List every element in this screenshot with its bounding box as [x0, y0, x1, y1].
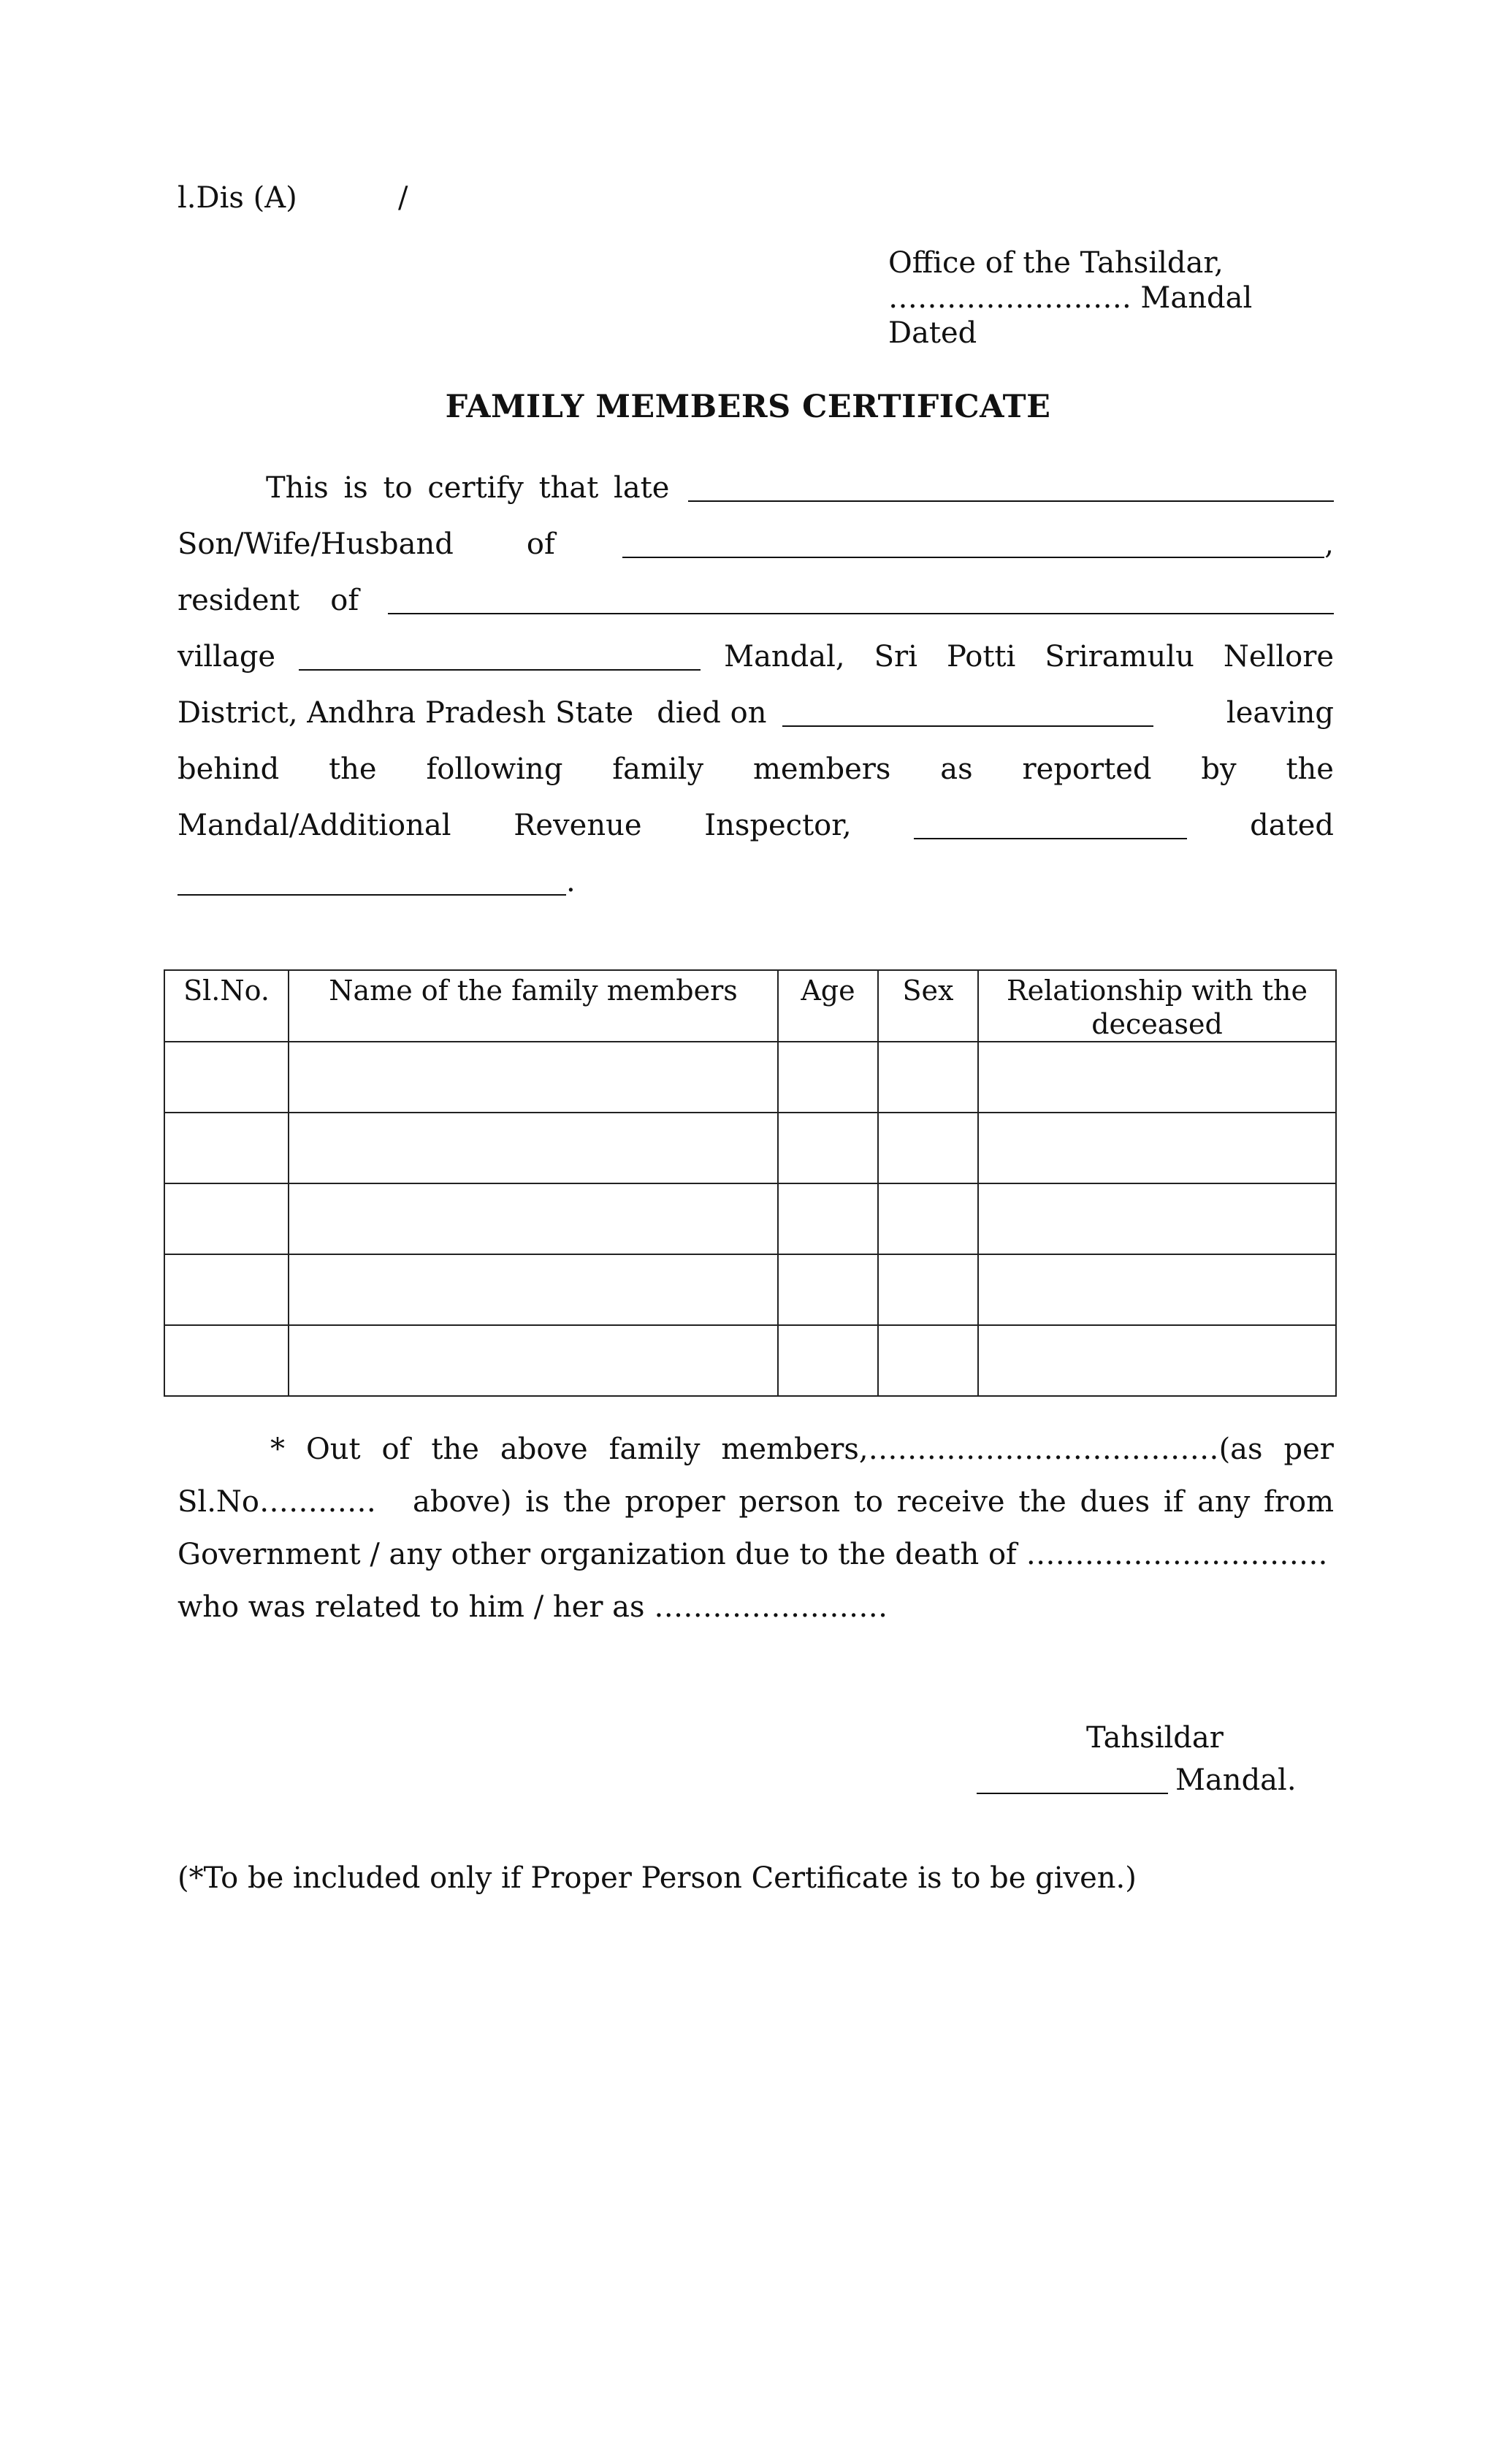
proper-person-text: above) is the proper person to receive the dues if any from [413, 1485, 1334, 1519]
column-header-relationship: Relationship with the deceased [978, 970, 1336, 1042]
word-family: family [612, 752, 704, 786]
period-text: . [566, 865, 576, 899]
column-header-age: Age [778, 970, 878, 1042]
signature-mandal-line [977, 1759, 1297, 1797]
word-members: members [752, 752, 891, 786]
certify-text: This is to certify that late [266, 471, 670, 505]
table-row [164, 1254, 1336, 1325]
table-cell[interactable] [978, 1254, 1336, 1325]
table-cell[interactable] [778, 1183, 878, 1254]
signature-title: Tahsildar [1086, 1721, 1224, 1755]
parent-spouse-name-blank[interactable] [622, 527, 1325, 558]
word-the: the [431, 1433, 479, 1466]
table-cell[interactable] [978, 1325, 1336, 1396]
word-the-2: the [1286, 752, 1334, 786]
word-following: following [426, 752, 563, 786]
proper-line-4 [178, 1581, 1334, 1633]
table-cell[interactable] [878, 1113, 978, 1183]
mandal-district-text: Mandal, Sri Potti Sriramulu Nellore [724, 640, 1334, 674]
village-text: village [178, 640, 276, 674]
word-above: above [500, 1433, 588, 1466]
word-behind: behind [178, 752, 280, 786]
body-line-2 [178, 516, 1334, 573]
signature-mandal-text: Mandal. [1175, 1763, 1297, 1797]
body-line-3 [178, 573, 1334, 629]
office-line-2: ……………………. Mandal [888, 281, 1253, 315]
word-per: per [1283, 1433, 1334, 1466]
table-cell[interactable] [978, 1113, 1336, 1183]
body-line-6 [178, 741, 1334, 798]
table-row [164, 1042, 1336, 1113]
table-row [164, 1325, 1336, 1396]
table-cell[interactable] [164, 1254, 289, 1325]
certificate-body [178, 460, 1334, 910]
mandal-name-blank[interactable] [977, 1763, 1168, 1794]
column-header-sex: Sex [878, 970, 978, 1042]
table-cell[interactable] [289, 1254, 778, 1325]
word-by: by [1201, 752, 1237, 786]
table-cell[interactable] [164, 1113, 289, 1183]
body-line-5 [178, 685, 1334, 741]
resident-of-text: of [330, 584, 359, 617]
footnote: (*To be included only if Proper Person Certificate is to be given.) [178, 1861, 1137, 1895]
table-cell[interactable] [778, 1113, 878, 1183]
reference-number: l.Dis (A) [178, 181, 297, 215]
word-members-as: members,………………………………(as [721, 1433, 1263, 1466]
table-cell[interactable] [878, 1254, 978, 1325]
table-row [164, 1183, 1336, 1254]
table-header-row [164, 970, 1336, 1042]
deceased-name-blank[interactable] [688, 471, 1334, 502]
column-header-name: Name of the family members [289, 970, 778, 1042]
table-cell[interactable] [164, 1183, 289, 1254]
died-on-text: died on [657, 696, 767, 730]
table-cell[interactable] [978, 1042, 1336, 1113]
resident-text: resident [178, 584, 300, 617]
proper-person-paragraph [178, 1423, 1334, 1633]
table-cell[interactable] [289, 1325, 778, 1396]
table-cell[interactable] [289, 1183, 778, 1254]
mandal-additional-text: Mandal/Additional [178, 809, 451, 842]
word-out: Out [305, 1433, 361, 1466]
word-as: as [940, 752, 973, 786]
table-cell[interactable] [778, 1325, 878, 1396]
date-of-death-blank[interactable] [782, 696, 1153, 727]
word-reported: reported [1022, 752, 1152, 786]
office-line-1: Office of the Tahsildar, [888, 246, 1224, 280]
dated-text: dated [1250, 809, 1334, 842]
family-members-table [164, 969, 1337, 1397]
body-line-4 [178, 629, 1334, 685]
inspector-report-blank[interactable] [914, 809, 1187, 839]
relation-text: Son/Wife/Husband [178, 527, 454, 561]
column-header-slno: Sl.No. [164, 970, 289, 1042]
slno-reference-text: Sl.No………… [178, 1485, 376, 1519]
leaving-text: leaving [1226, 696, 1334, 730]
report-date-blank[interactable] [178, 865, 566, 896]
word-the: the [329, 752, 377, 786]
table-cell[interactable] [164, 1325, 289, 1396]
body-line-7 [178, 798, 1334, 854]
word-of: of [381, 1433, 411, 1466]
inspector-text: Inspector, [704, 809, 852, 842]
table-cell[interactable] [778, 1254, 878, 1325]
proper-line-2 [178, 1476, 1334, 1528]
certificate-title: FAMILY MEMBERS CERTIFICATE [445, 389, 1051, 425]
table-cell[interactable] [289, 1113, 778, 1183]
village-blank[interactable] [299, 640, 701, 671]
table-cell[interactable] [289, 1042, 778, 1113]
residence-blank[interactable] [388, 584, 1334, 614]
proper-line-1 [178, 1423, 1334, 1476]
of-text: of [526, 527, 555, 561]
word-family: family [608, 1433, 701, 1466]
government-text: Government / any other organization due to the death of …………………………. [178, 1538, 1328, 1571]
table-cell[interactable] [164, 1042, 289, 1113]
related-text: who was related to him / her as …………………… [178, 1590, 888, 1624]
proper-line-3 [178, 1528, 1334, 1581]
table-row [164, 1113, 1336, 1183]
table-cell[interactable] [878, 1042, 978, 1113]
table-cell[interactable] [778, 1042, 878, 1113]
comma-text: , [1324, 527, 1334, 561]
office-line-3: Dated [888, 316, 977, 350]
table-cell[interactable] [878, 1325, 978, 1396]
body-line-8 [178, 854, 1334, 910]
district-state-text: District, Andhra Pradesh State [178, 696, 634, 730]
table-cell[interactable] [878, 1183, 978, 1254]
table-cell[interactable] [978, 1183, 1336, 1254]
body-line-1 [178, 460, 1334, 516]
office-address [888, 245, 1252, 351]
word-asterisk: * [270, 1433, 285, 1466]
reference-slash: / [398, 181, 408, 215]
revenue-text: Revenue [514, 809, 642, 842]
